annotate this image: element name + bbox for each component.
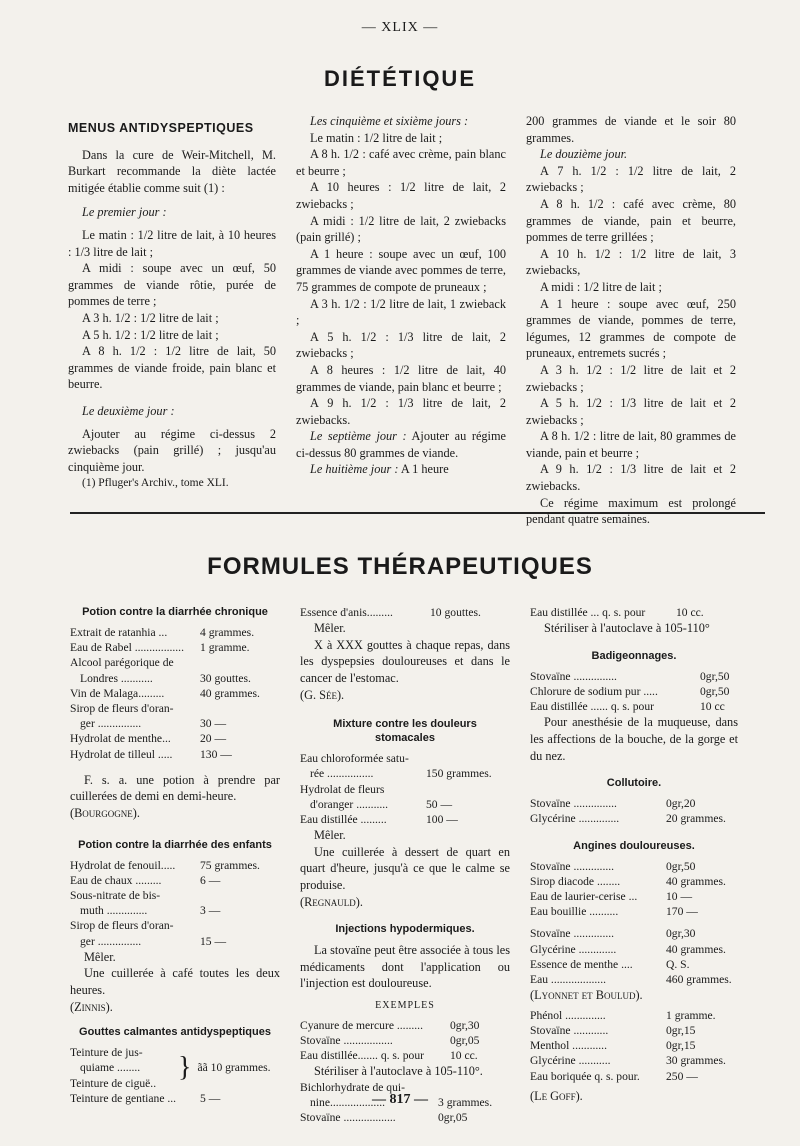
text: Bichlorhydrate de qui-	[300, 1080, 405, 1094]
ingredient-row	[70, 731, 280, 746]
ingredient-row	[530, 811, 738, 826]
diet-line: A 3 h. 1/2 : 1/2 litre de lait, 1 zwieback ;	[296, 296, 506, 328]
meler: Mêler.	[314, 828, 346, 843]
text: Teinture de jus-	[70, 1046, 143, 1060]
day8-text: A 1 heure	[400, 462, 449, 477]
author: (Bourgogne).	[70, 806, 140, 821]
text: Stovaïne ...............	[530, 669, 617, 683]
ingredient-row	[300, 1033, 510, 1048]
text: 0gr,50	[666, 859, 696, 873]
text: Phénol ..............	[530, 1008, 606, 1022]
ingredient-row	[70, 686, 280, 701]
text: Stovaïne .................	[300, 1033, 393, 1047]
ingredient-row	[70, 873, 280, 888]
diet-line: A 3 h. 1/2 : 1/2 litre de lait et 2 zwiebacks ;	[526, 362, 736, 394]
text: Q. S.	[666, 957, 690, 971]
author: (Zinnis).	[70, 999, 113, 1014]
day1-line: A midi : soupe avec un œuf, 50 grammes de viande rôtie, purée de pommes de terre ;	[68, 261, 276, 309]
day1-title: Le premier jour :	[82, 205, 167, 220]
author: (Regnauld).	[300, 894, 363, 909]
ingredient-row	[530, 699, 738, 714]
instruction-text: Une cuillerée à café toutes les deux heures.	[70, 966, 280, 998]
sterilize-text: Stériliser à l'autoclave à 105-110°	[544, 621, 710, 636]
recipe-title: Gouttes calmantes antidyspeptiques	[79, 1026, 271, 1039]
text: 0gr,20	[666, 797, 696, 811]
menus-heading: MENUS ANTIDYSPEPTIQUES	[68, 121, 254, 135]
diet-line: A midi : 1/2 litre de lait ;	[540, 279, 662, 294]
text: 0gr,50	[700, 685, 730, 698]
diet-continued: 200 grammes de viande et le soir 80 grammes.	[526, 114, 736, 145]
section-title-dietetique: DIÉTÉTIQUE	[323, 66, 476, 91]
day7-title: Le septième jour :	[310, 429, 407, 444]
ingredient-row	[530, 796, 738, 811]
diet-line: A 10 heures : 1/2 litre de lait, 2 zwiebacks ;	[296, 180, 506, 211]
ingredient-row	[530, 957, 738, 972]
footnote: (1) Pfluger's Archiv., tome XLI.	[82, 477, 229, 490]
ingredient-row	[530, 1023, 738, 1038]
ingredient-row	[530, 669, 738, 684]
diet-line: A 10 h. 1/2 : 1/2 litre de lait, 3 zwiebacks,	[526, 246, 736, 278]
text: quiame ........	[80, 1061, 141, 1075]
text: muth ..............	[80, 904, 148, 918]
ingredient-row	[70, 858, 280, 873]
text: Stovaïne ............	[530, 1024, 609, 1038]
text: Vin de Malaga.........	[70, 686, 165, 700]
text: ger ...............	[80, 717, 142, 731]
day1-line: A 8 h. 1/2 : 1/2 litre de lait, 50 grammes de viande froide, pain blanc et beurre.	[68, 344, 276, 392]
text: Extrait de ratanhia ...	[70, 626, 168, 639]
text: 3 grammes.	[438, 1095, 493, 1109]
text	[200, 918, 280, 933]
brace: }	[178, 1052, 192, 1083]
ingredient-row	[70, 716, 280, 731]
ingredient-row	[530, 1038, 738, 1053]
text: Chlorure de sodium pur .....	[530, 685, 658, 698]
text: 30 gouttes.	[200, 671, 251, 685]
text: 10 gouttes.	[430, 606, 481, 619]
text: 50 —	[426, 797, 453, 811]
text: Stovaïne ...............	[530, 797, 617, 811]
day8-title: Le huitième jour :	[310, 462, 399, 477]
day1-line: A 3 h. 1/2 : 1/2 litre de lait ;	[82, 310, 219, 325]
diet-line: A 7 h. 1/2 : 1/2 litre de lait, 2 zwiebacks ;	[526, 163, 736, 195]
text: 0gr,05	[450, 1033, 480, 1047]
ingredient-row	[530, 684, 738, 699]
ingredient-row	[300, 797, 510, 812]
text: 0gr,15	[666, 1039, 696, 1053]
meler: Mêler.	[314, 621, 346, 636]
text: 3 —	[200, 904, 221, 918]
text: 10 cc	[700, 700, 725, 714]
author: (Lyonnet et Boulud).	[530, 988, 643, 1003]
diet-column-2	[296, 113, 506, 478]
ingredient-row	[530, 942, 738, 957]
diet-line: A 1 heure : soupe avec un œuf, 100 grammes de viande avec pommes de terre, 75 grammes de compote de pruneaux ;	[296, 246, 506, 294]
text: 0gr,05	[438, 1111, 468, 1125]
ingredient-row	[300, 782, 510, 797]
text: 40 grammes.	[666, 942, 726, 956]
text: 0gr,15	[666, 1024, 696, 1038]
text: Essence de menthe ....	[530, 957, 633, 971]
ingredient-row	[300, 766, 510, 781]
text: 150 grammes.	[426, 767, 492, 781]
ingredient-row	[70, 888, 280, 903]
text: 460 grammes.	[666, 973, 732, 987]
diet-line: A 8 h. 1/2 : café avec crème, 80 grammes de viande, pain et beurre, pommes de terre grillées ;	[526, 196, 736, 245]
ingredient-row	[300, 605, 510, 620]
text: Stovaïne ..............	[530, 927, 615, 941]
section-title-formules: FORMULES THÉRAPEUTIQUES	[207, 553, 593, 580]
text: Glycérine .............	[530, 942, 617, 956]
sterilize-text: Stériliser à l'autoclave à 105-110°.	[314, 1064, 483, 1079]
text: 75 grammes.	[200, 858, 260, 872]
formules-column-1	[70, 602, 280, 1106]
ingredient-row	[70, 1060, 178, 1075]
page-number: — 817 —	[372, 1092, 428, 1107]
text: Hydrolat de fenouil.....	[70, 858, 176, 872]
ingredient-row	[530, 1053, 738, 1068]
text: 6 —	[200, 873, 221, 887]
ingredient-row	[70, 747, 280, 762]
text: 4 grammes.	[200, 626, 255, 639]
text: d'oranger ...........	[310, 797, 389, 811]
text: 10 cc.	[676, 606, 704, 619]
ingredient-row	[300, 1018, 510, 1033]
formules-column-2	[300, 605, 510, 1125]
text: Menthol ............	[530, 1039, 607, 1053]
text: Eau distillée .........	[300, 812, 387, 826]
text	[200, 888, 280, 903]
ingredient-row	[300, 1110, 510, 1125]
instruction-text: X à XXX gouttes à chaque repas, dans les dyspepsies douloureuses et dans le cancer de l'estomac.	[300, 637, 510, 685]
ingredient-row	[70, 655, 280, 670]
text: 20 —	[200, 732, 227, 746]
text: 10 —	[666, 890, 693, 903]
text: 1 gramme.	[666, 1008, 716, 1022]
ingredient-row	[70, 918, 280, 933]
recipe-title: Mixture contre les douleurs stomacales	[333, 718, 477, 745]
text: Sirop de fleurs d'oran-	[70, 702, 174, 716]
ingredient-row	[70, 934, 280, 949]
text: 5 —	[200, 1091, 221, 1105]
text: Stovaïne ..............	[530, 859, 615, 873]
text: Londres ...........	[80, 671, 153, 685]
author: (G. Sée).	[300, 687, 345, 702]
text: Eau distillée ... q. s. pour	[530, 606, 646, 619]
diet-line: A 1 heure : soupe avec œuf, 250 grammes de viande, pommes de terre, légumes, 12 grammes de compote de pruneaux, entremets sucrés ;	[526, 296, 736, 361]
ingredient-row	[530, 1008, 738, 1023]
diet-line: A 5 h. 1/2 : 1/3 litre de lait et 2 zwiebacks ;	[526, 396, 736, 427]
ingredient-row	[70, 1076, 178, 1091]
text: Eau boriquée q. s. pour.	[530, 1069, 640, 1083]
ingredient-row	[530, 859, 738, 874]
text: nine...................	[310, 1095, 386, 1109]
text: 130 —	[200, 747, 232, 761]
meler: Mêler.	[84, 949, 116, 964]
text: Glycérine ..............	[530, 812, 620, 826]
recipe-title: Potion contre la diarrhée des enfants	[78, 838, 272, 851]
text: Hydrolat de menthe...	[70, 732, 171, 746]
instruction-text: Une cuillerée à dessert de quart en quart d'heure, jusqu'à ce que le calme se produise.	[300, 844, 510, 892]
diet-line: Ce régime maximum est prolongé pendant quatre semaines.	[526, 495, 736, 527]
text: Cyanure de mercure .........	[300, 1018, 423, 1032]
grouped-ingredients	[70, 1045, 280, 1091]
text: Eau chloroformée satu-	[300, 752, 409, 766]
text: 20 grammes.	[666, 812, 726, 826]
text: Teinture de ciguë..	[70, 1076, 157, 1090]
day1-line: A 5 h. 1/2 : 1/2 litre de lait ;	[82, 327, 219, 342]
text	[426, 751, 510, 766]
diet-line: A 9 h. 1/2 : 1/3 litre de lait et 2 zwiebacks.	[526, 462, 736, 494]
text: ger ...............	[80, 934, 142, 948]
diet-column-3	[526, 113, 736, 528]
diet-column-1	[68, 110, 276, 492]
instruction-text: Pour anesthésie de la muqueuse, dans les affections de la bouche, de la gorge et du nez.	[530, 715, 738, 763]
ingredient-row	[300, 812, 510, 827]
text: Alcool parégorique de	[70, 656, 174, 670]
diet-line: A 9 h. 1/2 : 1/3 litre de lait, 2 zwiebacks.	[296, 396, 506, 427]
recipe-title: Angines douloureuses.	[573, 839, 695, 852]
text: 250 —	[666, 1069, 698, 1083]
text: Eau distillée ...... q. s. pour	[530, 700, 654, 714]
text: Eau de Rabel .................	[70, 641, 184, 655]
text: 0gr,50	[700, 669, 730, 683]
text: 15 —	[200, 934, 227, 948]
text: Sirop de fleurs d'oran-	[70, 919, 174, 933]
text	[200, 701, 280, 716]
page-roman-numeral: — XLIX —	[361, 20, 439, 35]
recipe-title: Collutoire.	[606, 777, 662, 790]
intro-text: Dans la cure de Weir-Mitchell, M. Burkart recommande la diète lactée mitigée établie comme suit (1) :	[68, 147, 276, 195]
text: 40 grammes.	[666, 874, 726, 888]
day2-text: Ajouter au régime ci-dessus 2 zwiebacks (pain grillé) ; jusqu'au cinquième jour.	[68, 426, 276, 474]
text: Glycérine ...........	[530, 1054, 611, 1068]
ingredient-row	[530, 874, 738, 889]
text: Eau de laurier-cerise ...	[530, 890, 638, 903]
text: 30 —	[200, 717, 227, 731]
text: 1 gramme.	[200, 641, 250, 655]
day2-title: Le deuxième jour :	[82, 403, 175, 418]
days5-6-title: Les cinquième et sixième jours :	[310, 114, 469, 128]
diet-line: A 5 h. 1/2 : 1/3 litre de lait, 2 zwiebacks ;	[296, 329, 506, 361]
ingredient-row	[70, 903, 280, 918]
text: 0gr,30	[450, 1018, 480, 1032]
text: Hydrolat de tilleul .....	[70, 747, 173, 761]
text: Eau ...................	[530, 973, 606, 987]
examples-label: EXEMPLES	[375, 999, 435, 1011]
grouped-quantity: ãã 10 grammes.	[197, 1060, 271, 1074]
ingredient-row	[530, 926, 738, 941]
diet-line: A midi : 1/2 litre de lait, 2 zwiebacks (pain grillé) ;	[296, 213, 506, 245]
ingredient-row	[70, 1045, 178, 1060]
ingredient-row	[530, 605, 738, 620]
text: Teinture de gentiane ...	[70, 1091, 177, 1105]
text: Stovaïne ..................	[300, 1111, 396, 1125]
text	[200, 655, 280, 670]
text: Essence d'anis.........	[300, 606, 393, 619]
text: Hydrolat de fleurs	[300, 782, 385, 796]
recipe-title: Potion contre la diarrhée chronique	[82, 606, 268, 618]
text: Eau bouillie ..........	[530, 905, 619, 919]
ingredient-row	[70, 625, 280, 640]
recipe-title: Injections hypodermiques.	[335, 923, 475, 936]
ingredient-row	[530, 889, 738, 904]
day7-text: Ajouter au régime ci-dessus 80 grammes de viande.	[296, 429, 507, 460]
day1-line: Le matin : 1/2 litre de lait, à 10 heures : 1/3 litre de lait ;	[68, 227, 276, 259]
text: 0gr,30	[666, 927, 696, 941]
text: 100 —	[426, 812, 458, 826]
day12-title: Le douzième jour.	[540, 147, 628, 162]
text: Sirop diacode ........	[530, 874, 621, 888]
formules-column-3	[530, 605, 738, 1104]
text	[426, 782, 510, 797]
ingredient-row	[70, 671, 280, 686]
author: (Le Goff).	[530, 1088, 583, 1103]
instruction-text: F. s. a. une potion à prendre par cuillerées de demi en demi-heure.	[70, 772, 280, 804]
ingredient-row	[530, 972, 738, 987]
text: 40 grammes.	[200, 686, 260, 700]
text: 10 cc.	[450, 1048, 478, 1062]
ingredient-row	[530, 904, 738, 919]
diet-line: Le matin : 1/2 litre de lait ;	[310, 130, 443, 145]
diet-line: A 8 h. 1/2 : café avec crème, pain blanc et beurre ;	[296, 147, 506, 178]
text: Sous-nitrate de bis-	[70, 889, 161, 903]
text: 170 —	[666, 905, 698, 919]
text: 30 grammes.	[666, 1054, 726, 1068]
instruction-text: La stovaïne peut être associée à tous les médicaments dont l'application ou l'injection est douloureuse.	[300, 943, 510, 991]
text: Eau distillée....... q. s. pour	[300, 1048, 424, 1062]
ingredient-row	[300, 1048, 510, 1063]
ingredient-row	[70, 701, 280, 716]
ingredient-row	[70, 640, 280, 655]
text: Eau de chaux .........	[70, 873, 162, 887]
ingredient-row	[300, 751, 510, 766]
recipe-title: Badigeonnages.	[591, 649, 677, 662]
ingredient-row	[530, 1069, 738, 1084]
text: rée ................	[310, 767, 374, 781]
diet-line: A 8 h. 1/2 : litre de lait, 80 grammes de viande, pain et beurre ;	[526, 429, 736, 460]
diet-line: A 8 heures : 1/2 litre de lait, 40 grammes de viande, pain blanc et beurre ;	[296, 362, 506, 394]
section-divider	[70, 512, 765, 514]
